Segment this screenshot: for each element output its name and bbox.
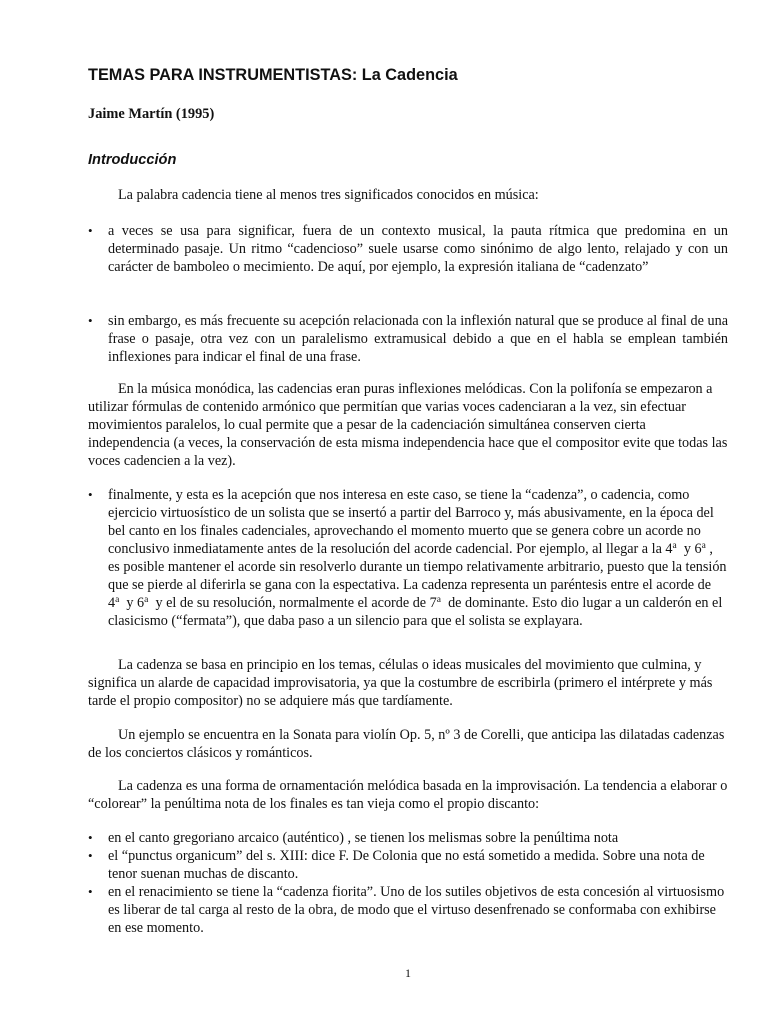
ordinal-mark: a [701,541,706,551]
example-paragraph: Un ejemplo se encuentra en la Sonata para violín Op. 5, nº 3 de Corelli, que anticipa las dilatadas cadenzas de los conciertos clásicos y románticos. [88,727,725,761]
text-run: y 6 [126,595,145,611]
bullet-icon: • [88,830,93,845]
list-item-text: sin embargo, es más frecuente su acepción relacionada con la inflexión natural que se produce al final de una frase o pasaje, otra vez con un paralelismo extramusical debido a que en el habla se emplean también inflexiones para indicar el final de una frase. [108,313,728,365]
list-item [88,829,728,847]
ordinal-mark: a [436,595,441,605]
bullet-icon: • [88,487,93,502]
list-item-text: a veces se usa para significar, fuera de un contexto musical, la pauta rítmica que predomina en un determinado pasaje. Un ritmo “cadencioso” suele usarse como sinónimo de algo lento, relajado y con un carácter de bamboleo o mecimiento. De aquí, por ejemplo, la expresión italiana de “cadenzato” [108,223,728,275]
list-item-meaning-1 [88,222,728,276]
page-number: 1 [405,966,411,980]
list-item-text: en el renacimiento se tiene la “cadenza fiorita”. Uno de los sutiles objetivos de esta concesión al virtuosismo es liberar de tal carga al resto de la obra, de modo que el virtuso desenfrenado se conformaba con exhibirse en ese momento. [108,884,725,936]
ordinal-mark: a [144,595,149,605]
list-item-text: el “punctus organicum” del s. XIII: dice F. De Colonia que no está sometido a medida. Sobre una nota de tenor suenan muchas de discanto. [108,848,705,882]
list-item-meaning-2 [88,312,728,366]
cadenza-paragraph: La cadenza se basa en principio en los temas, células o ideas musicales del movimiento que culmina, y significa un alarde de capacidad improvisatoria, ya que la costumbre de escribirla (primero el intérprete y más tarde el propio compositor) no se adquiere más que tardíamente. [88,657,713,709]
text-run: y 6 [683,541,702,557]
bullet-icon: • [88,848,93,863]
document-author: Jaime Martín (1995) [88,106,215,122]
text-run: , es posible mantener el acorde sin resolverlo durante un tiempo relativamente arbitrario, puesto que la tensión que se pierde al diferirla se gana con la espectativa. La cadenza representa un paréntesis entre el acorde de 4 [108,541,727,611]
ordinal-mark: a [115,595,120,605]
history-list [88,829,728,937]
text-run: finalmente, y esta es la acepción que nos interesa en este caso, se tiene la “cadenza”, o cadencia, como ejercicio virtuosístico de un solista que se insertó a partir del Barroco y, más abusivamente, en la época del bel canto en los finales cadenciales, aprovechando el momento muerto que se genera cobre un acorde no conclusivo inmediatamente antes de la resolución del acorde cadencial. Por ejemplo, al llegar a la 4 [108,487,714,557]
list-item-text: en el canto gregoriano arcaico (auténtico) , se tienen los melismas sobre la penúltima nota [108,830,619,846]
bullet-icon: • [88,223,93,238]
bullet-icon: • [88,313,93,328]
text-run: y el de su resolución, normalmente el acorde de 7 [155,595,437,611]
list-item [88,847,728,883]
bullet-icon: • [88,884,93,899]
monodic-paragraph: En la música monódica, las cadencias eran puras inflexiones melódicas. Con la polifonía se empezaron a utilizar fórmulas de contenido armónico que permitían que varias voces cadenciaran a la vez, sin efectuar movimientos paralelos, lo cual permite que a pesar de la cadenciación simultánea conserven cierta independencia (a veces, la conservación de esta misma independencia hace que el compositor evite que todas las voces cadencien a la vez). [88,381,728,469]
intro-paragraph: La palabra cadencia tiene al menos tres significados conocidos en música: [118,187,539,203]
section-heading: Introducción [88,152,177,168]
list-item-text [108,486,728,630]
document-title: TEMAS PARA INSTRUMENTISTAS: La Cadencia [88,66,458,84]
text-run: de dominante. Esto dio lugar a un calderón en el clasicismo (“fermata”), que daba paso a un silencio para que el solista se explayara. [108,595,723,629]
list-item-meaning-3 [88,486,728,630]
ornament-paragraph: La cadenza es una forma de ornamentación melódica basada en la improvisación. La tendencia a elaborar o “colorear” la penúltima nota de los finales es tan vieja como el propio discanto: [88,778,728,812]
list-item [88,883,728,937]
ordinal-mark: a [672,541,677,551]
